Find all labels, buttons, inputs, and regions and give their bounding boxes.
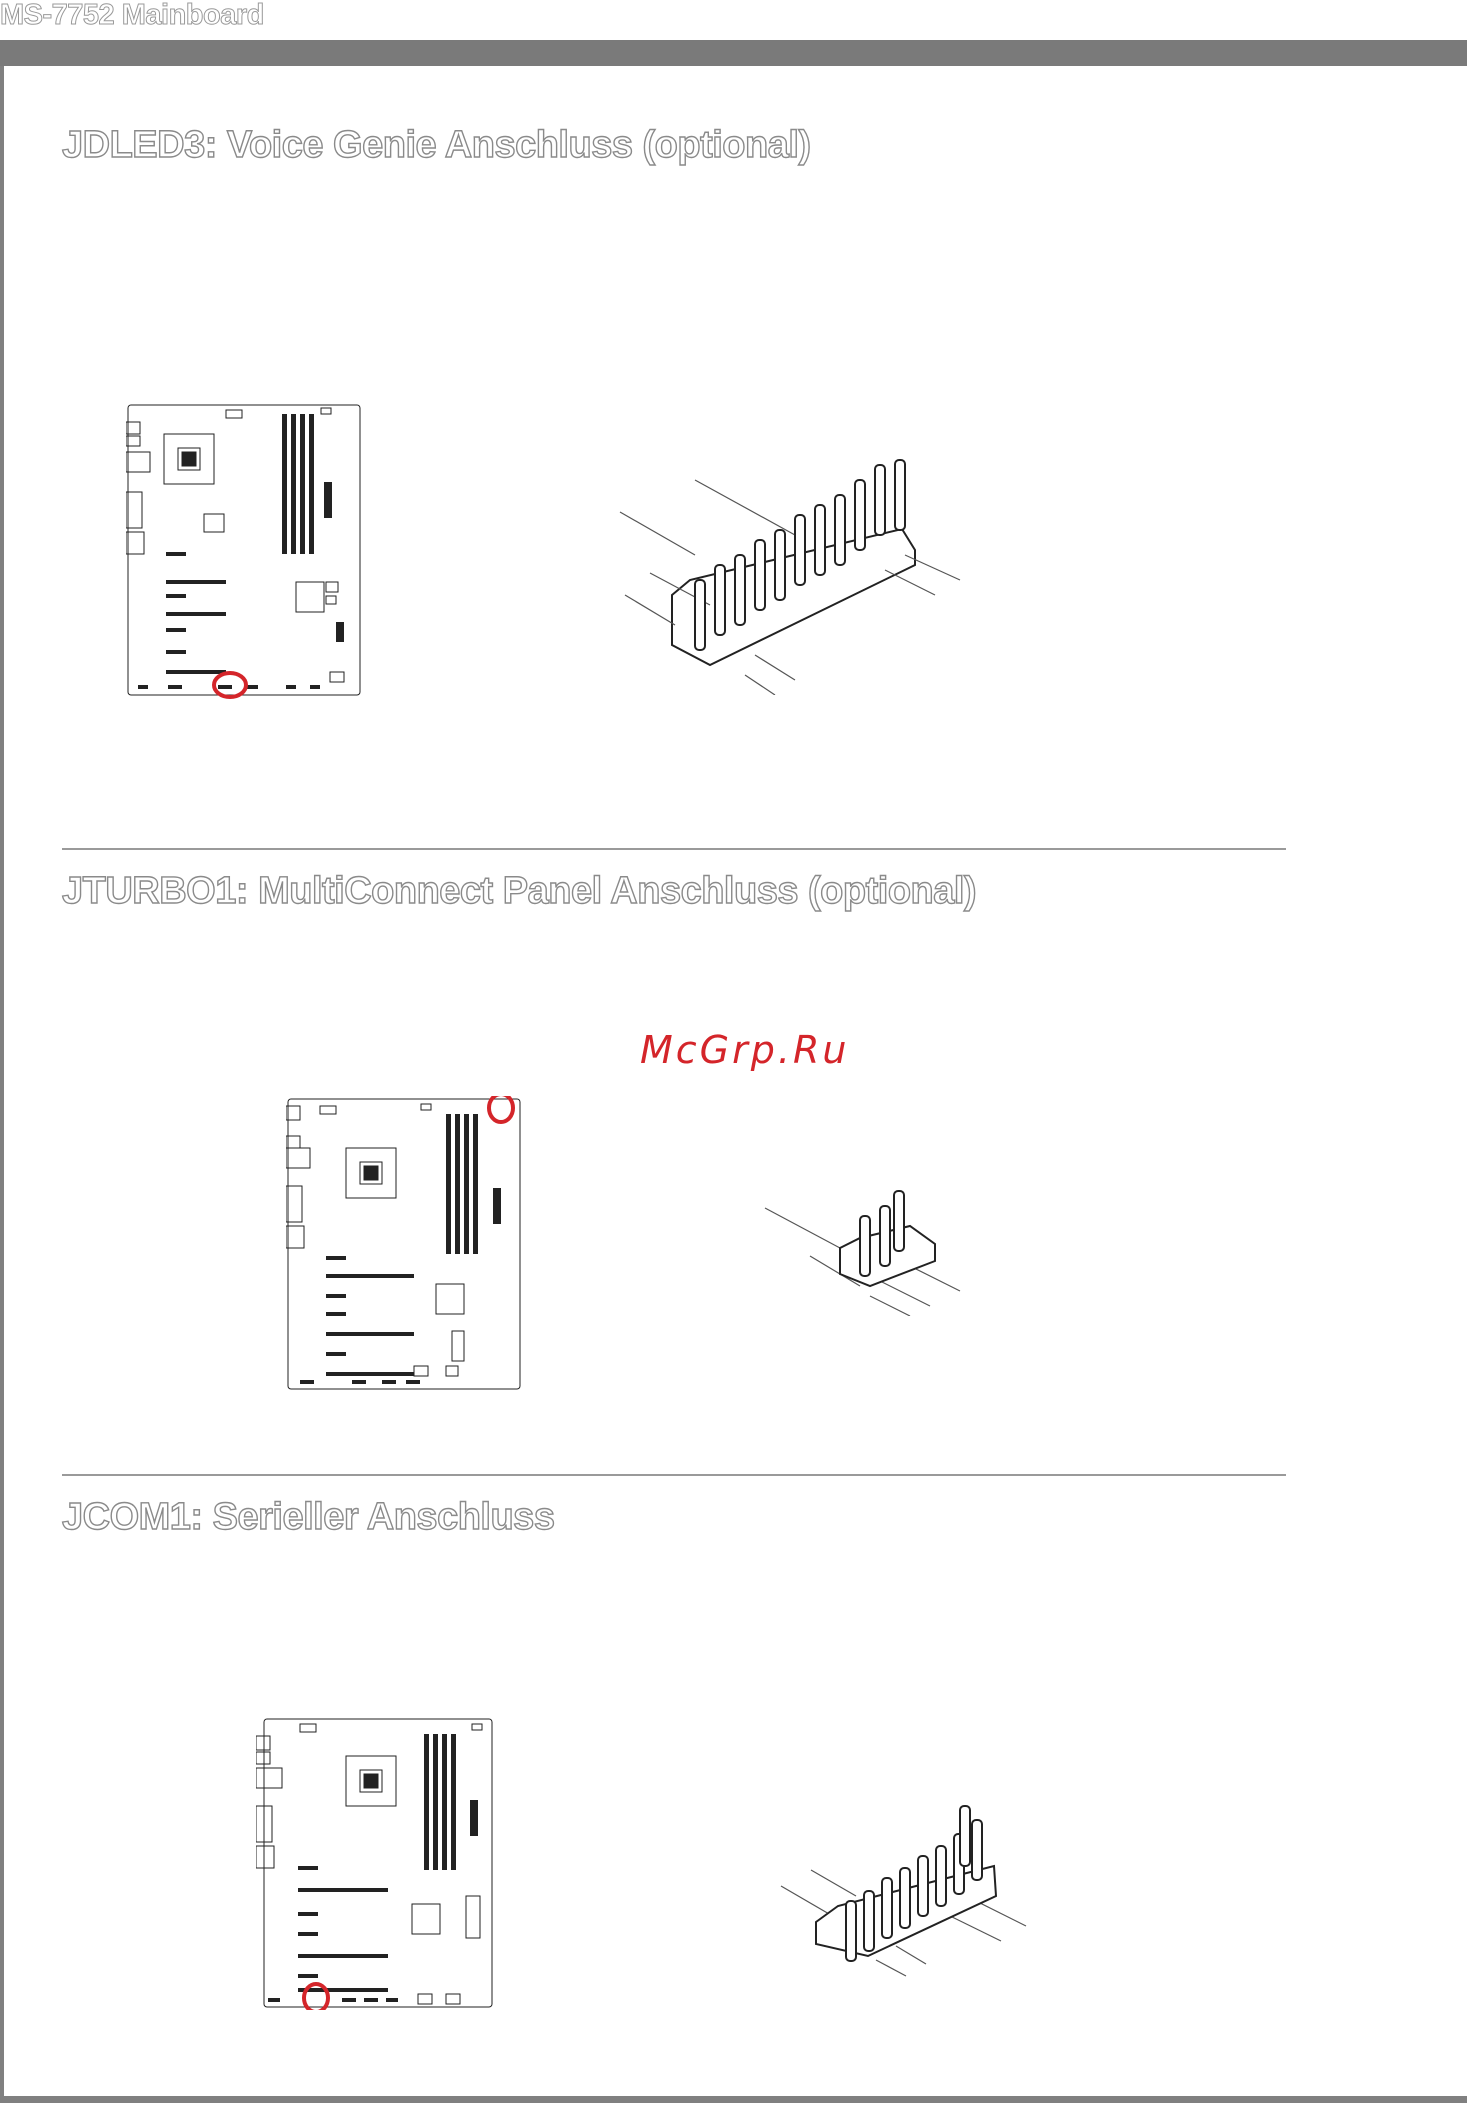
section-title-jdled3: JDLED3: Voice Genie Anschluss (optional) — [62, 124, 811, 166]
pin-header-2pin-diagram — [760, 1186, 970, 1316]
page-frame-bottom — [0, 2096, 1467, 2103]
motherboard-diagram-jdled3 — [126, 402, 362, 700]
page-frame-left — [0, 56, 4, 2103]
section-divider — [62, 848, 1286, 850]
motherboard-diagram-jcom1 — [256, 1716, 496, 2010]
section-title-jturbo1: JTURBO1: MultiConnect Panel Anschluss (optional) — [62, 870, 977, 912]
section-title-jcom1: JCOM1: Serieller Anschluss — [62, 1496, 555, 1538]
pin-header-12pin-diagram — [615, 455, 975, 695]
section-divider — [62, 1474, 1286, 1476]
page-header-title: MS-7752 Mainboard — [0, 0, 264, 31]
pin-header-9pin-diagram — [776, 1796, 1036, 1986]
watermark-text: McGrp.Ru — [640, 1028, 850, 1072]
motherboard-diagram-jturbo1 — [286, 1096, 522, 1394]
header-bar — [0, 40, 1467, 66]
